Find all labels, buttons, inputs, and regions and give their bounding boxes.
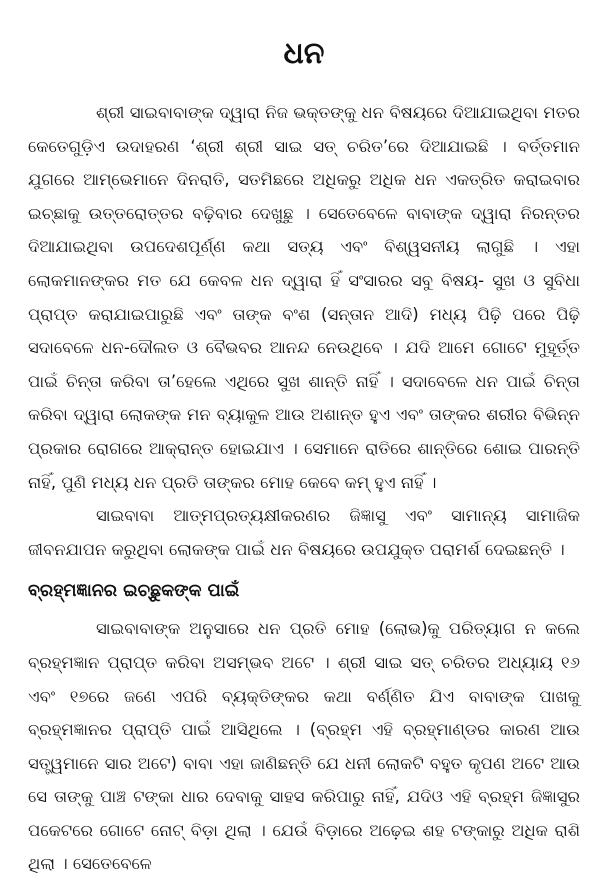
page-title: ଧନ	[283, 36, 325, 71]
body-paragraph-1: ଶ୍ରୀ ସାଇବାବାଙ୍କ ଦ୍ୱାରା ନିଜ ଭକ୍ତଙ୍କୁ ଧନ ବିଷୟରେ ଦିଆଯାଇଥିବା ମତର କେତେଗୁଡ଼ିଏ ଉଦାହରଣ ‘ଶ୍ରୀ ଶ୍ରୀ ସାଇ ସତ୍ ଚରିତ’ରେ ଦିଆଯାଇଛି । ବର୍ତ୍ତମାନ ଯୁଗରେ ଆମ୍ଭେମାନେ ଦିନରାତି, ସତମିଛରେ ଅଧିକରୁ ଅଧିକ ଧନ ଏକତ୍ରିତ କରାଇବାର ଇଚ୍ଛାକୁ ଉତ୍ତରୋତ୍ତର ବଢ଼ିବାର ଦେଖୁଛୁ । ସେତେବେଳେ ବାବାଙ୍କ ଦ୍ୱାରା ନିରନ୍ତର ଦିଆଯାଇଥିବା ଉପଦେଶପୂର୍ଣ୍ଣ କଥା ସତ୍ୟ ଏବଂ ବିଶ୍ୱସନୀୟ ଲାଗୁଛି । ଏହା ଲୋକମାନଙ୍କର ମତ ଯେ କେବଳ ଧନ ଦ୍ୱାରା ହିଁ ସଂସାରର ସବୁ ବିଷୟ- ସୁଖ ଓ ସୁବିଧା ପ୍ରାପ୍ତ କରାଯାଇପାରୁଛି ଏବଂ ତାଙ୍କ ବଂଶ (ସନ୍ତାନ ଆଦି) ମଧ୍ୟ ପିଢ଼ି ପରେ ପିଢ଼ି ସଦାବେଳେ ଧନ-ଦୌଲତ ଓ ବୈଭବର ଆନନ୍ଦ ନେଉଥିବେ । ଯଦି ଆମେ ଗୋଟେ ମୁହୂର୍ତ୍ତ ପାଇଁ ଚିନ୍ତା କରିବା ତା’ହେଲେ ଏଥିରେ ସୁଖ ଶାନ୍ତି ନାହିଁ । ସଦାବେଳେ ଧନ ପାଇଁ ଚିନ୍ତା କରିବା ଦ୍ୱାରା ଲୋକଙ୍କ ମନ ବ୍ୟାକୁଳ ଆଉ ଅଶାନ୍ତ ହୁଏ ଏବଂ ତାଙ୍କର ଶରୀର ବିଭିନ୍ନ ପ୍ରକାର ରୋଗରେ ଆକ୍ରାନ୍ତ ହୋଇଯାଏ । ସେମାନେ ରାତିରେ ଶାନ୍ତିରେ ଶୋଇ ପାରନ୍ତି ନାହିଁ, ପୁଣି ମଧ୍ୟ ଧନ ପ୍ରତି ତାଙ୍କର ମୋହ କେବେ କମ୍ ହୁଏ ନାହିଁ ।	[28, 103, 580, 492]
body-paragraph-2: ସାଇବାବା ଆତ୍ମପ୍ରତ୍ୟକ୍ଷୀକରଣର ଜିଜ୍ଞାସୁ ଏବଂ ସାମାନ୍ୟ ସାମାଜିକ ଜୀବନଯାପନ କରୁଥିବା ଲୋକଙ୍କ ପାଇଁ ଧନ ବିଷୟରେ ଉପଯୁକ୍ତ ପରାମର୍ଶ ଦେଇଛନ୍ତି ।	[28, 506, 580, 559]
section-paragraph: ସାଇବାବାଙ୍କ ଅନୁସାରେ ଧନ ପ୍ରତି ମୋହ (ଲୋଭ)କୁ ପରିତ୍ୟାଗ ନ କଲେ ବ୍ରହ୍ମଜ୍ଞାନ ପ୍ରାପ୍ତ କରିବା ଅସମ୍ଭବ ଅଟେ । ଶ୍ରୀ ସାଇ ସତ୍ ଚରିତର ଅଧ୍ୟାୟ ୧୬ ଏବଂ ୧୭ରେ ଜଣେ ଏପରି ବ୍ୟକ୍ତିଙ୍କର କଥା ବର୍ଣ୍ଣିତ ଯିଏ ବାବାଙ୍କ ପାଖକୁ ବ୍ରହ୍ମଜ୍ଞାନର ପ୍ରାପ୍ତି ପାଇଁ ଆସିଥିଲେ । (ବ୍ରହ୍ମ ଏହି ବ୍ରହ୍ମାଣ୍ଡର କାରଣ ଆଉ ସତ୍ତ୍ୱମାନେ ସାର ଅଟେ) ବାବା ଏହା ଜାଣିଛନ୍ତି ଯେ ଧନୀ ଲୋକଟି ବହୁତ କୃପଣ ଅଟେ ଆଉ ସେ ତାଙ୍କୁ ପାଞ୍ଚ ଟଙ୍କା ଧାର ଦେବାକୁ ସାହସ କରିପାରୁ ନାହିଁ, ଯଦିଓ ଏହି ବ୍ରହ୍ମ ଜିଜ୍ଞାସୁର ପକେଟରେ ଗୋଟେ ନୋଟ୍ ବିଡ଼ା ଥିଲା । ଯେଉଁ ବିଡ଼ାରେ ଅଢ଼େଇ ଶହ ଟଙ୍କାରୁ ଅଧିକ ରାଶି ଥିଲା । ସେତେବେଳେ	[28, 619, 580, 874]
section-heading: ବ୍ରହ୍ମଜ୍ଞାନର ଇଚ୍ଛୁକଙ୍କ ପାଇଁ	[28, 581, 240, 602]
